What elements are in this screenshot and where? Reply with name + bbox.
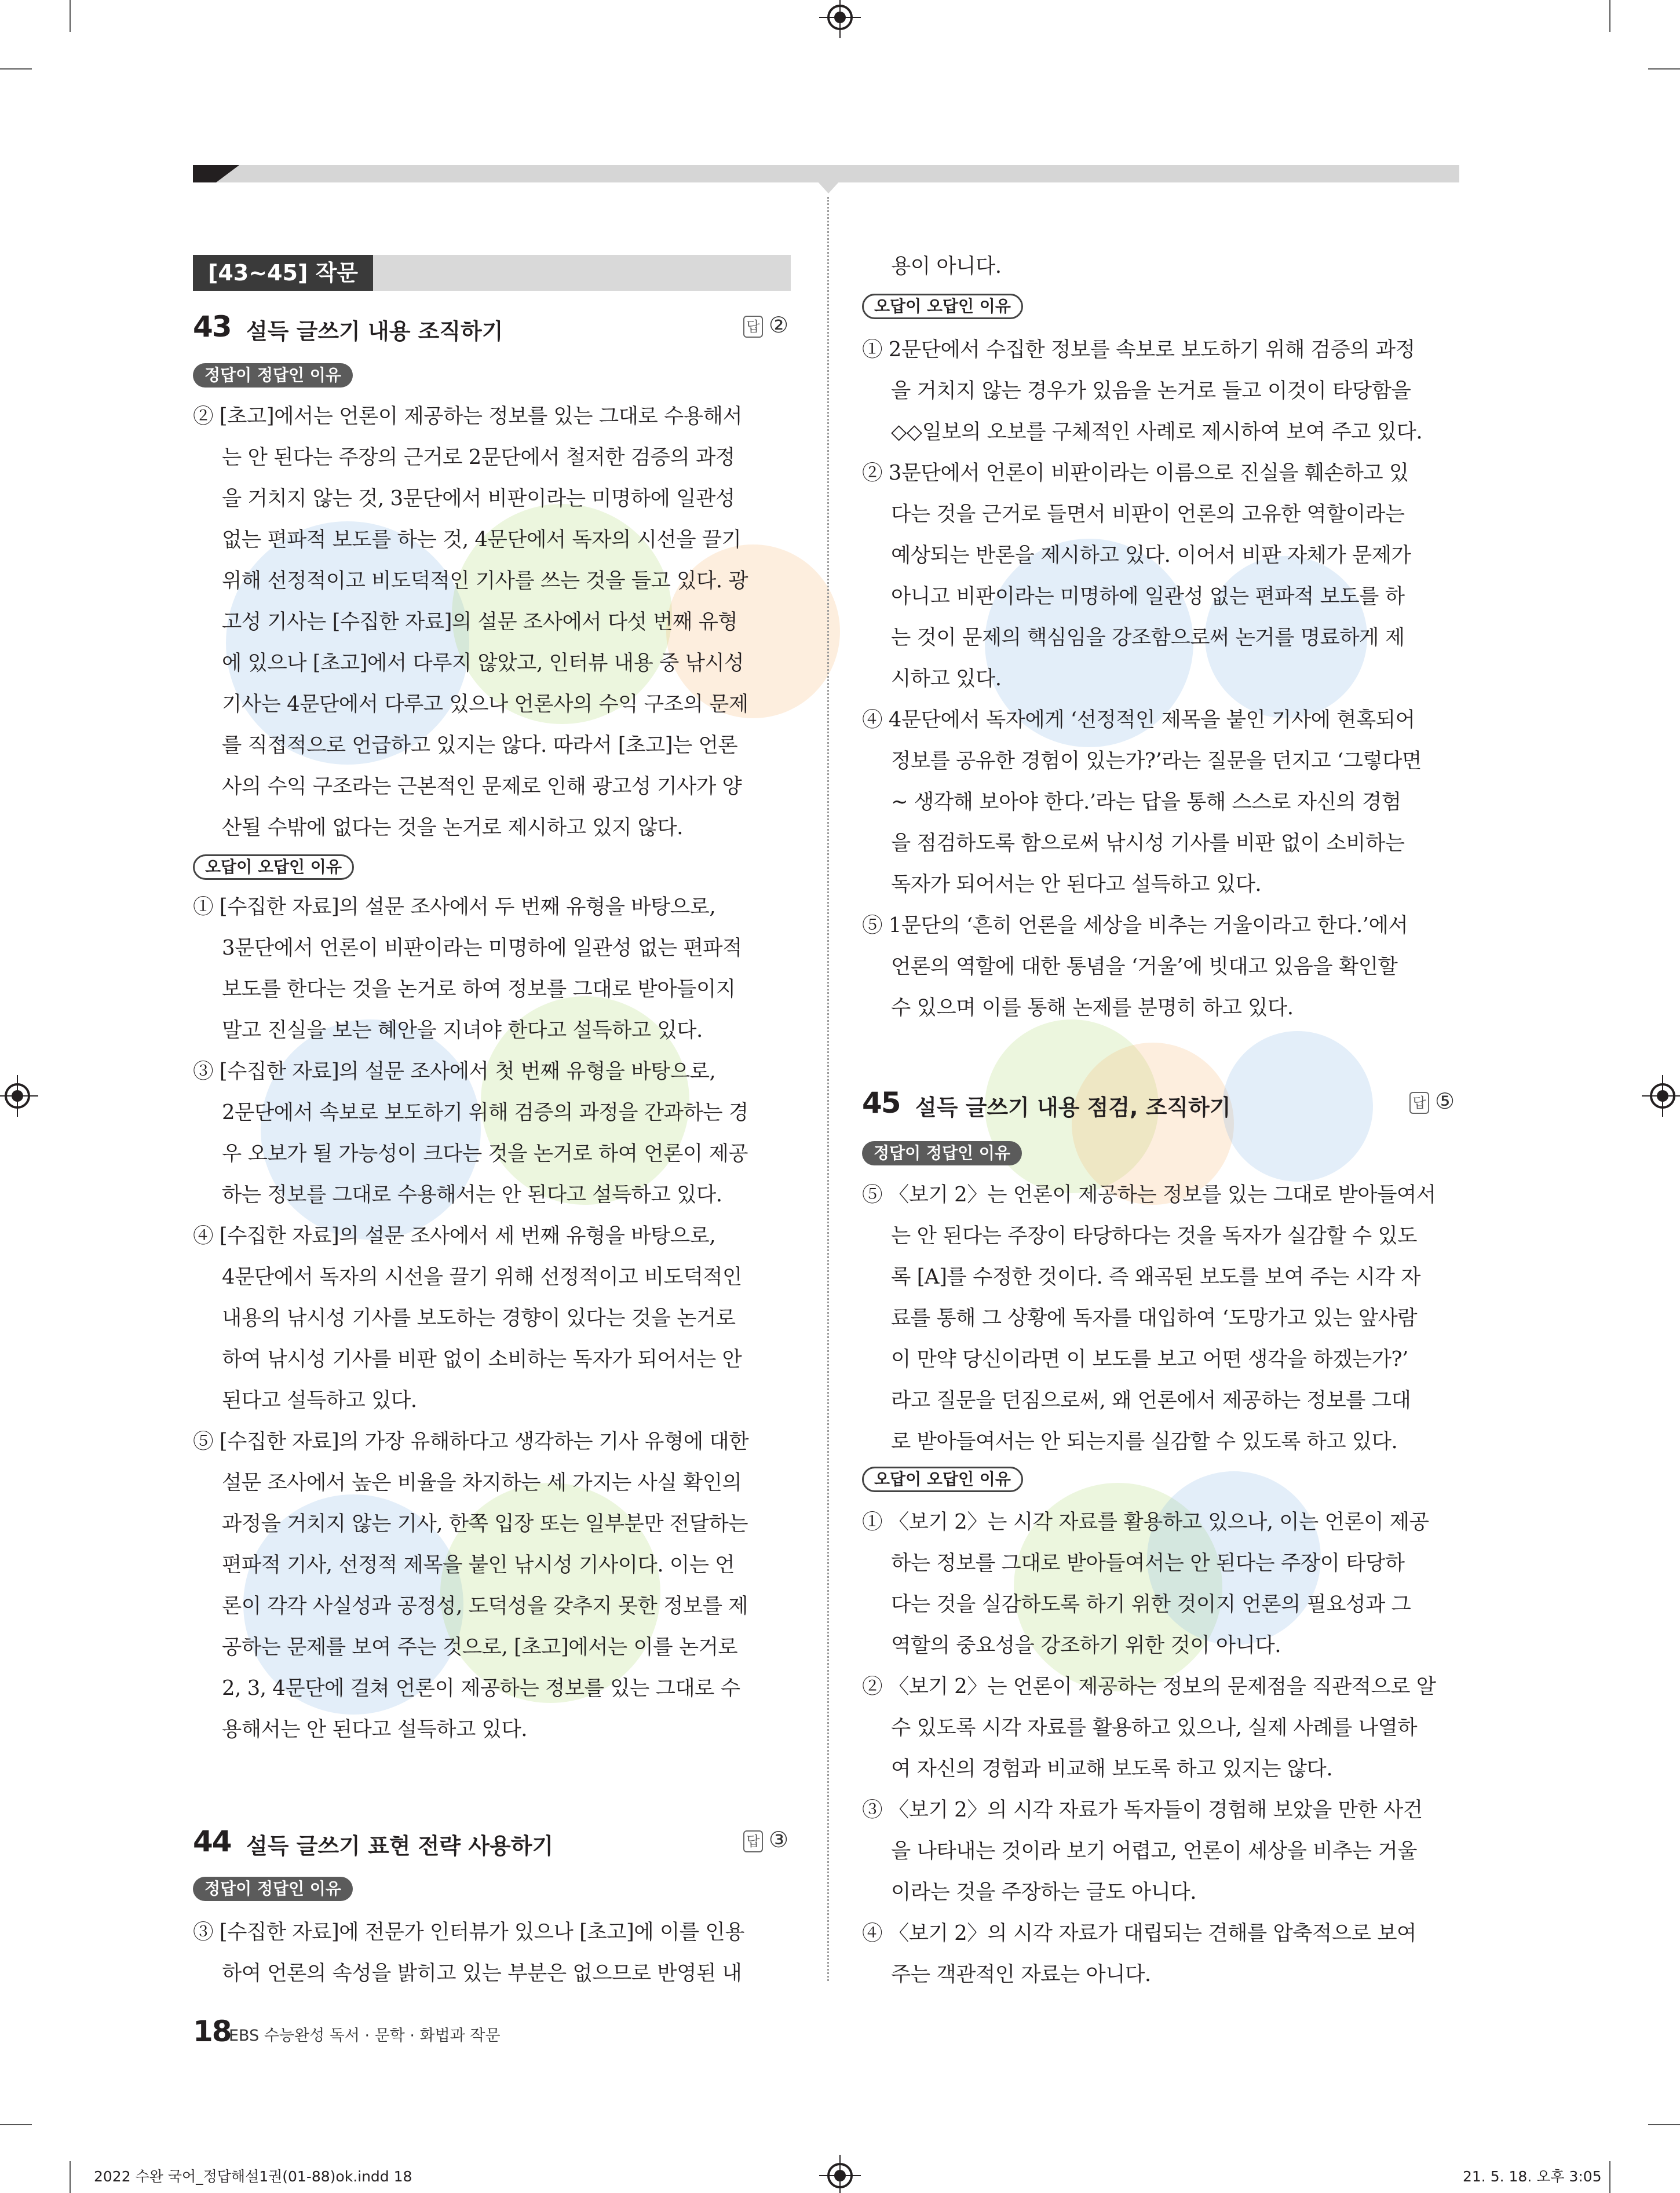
slug-timestamp: 21. 5. 18. 오후 3:05 [1463,2168,1602,2185]
text-line: 로 받아들여서는 안 되는지를 실감할 수 있도록 하고 있다. [891,1430,1398,1453]
text-line: 고성 기사는 [수집한 자료]의 설문 조사에서 다섯 번째 유형 [222,610,738,634]
text-line: 없는 편파적 보도를 하는 것, 4문단에서 독자의 시선을 끌기 [222,528,742,551]
text-line: 하여 낚시성 기사를 비판 없이 소비하는 독자가 되어서는 안 [222,1347,742,1371]
answer [743,312,788,338]
text-line: 시하고 있다. [891,667,1002,690]
correct-reason-label: 정답이 정답인 이유 [193,1877,353,1901]
slug-filename: 2022 수완 국어_정답해설1권(01-88)ok.indd 18 [94,2168,412,2185]
question-number: 43 [193,310,231,343]
correct-reason-label: 정답이 정답인 이유 [862,1141,1022,1165]
text-line: 독자가 되어서는 안 된다고 설득하고 있다. [891,872,1262,896]
crop-mark [1648,68,1680,70]
question-number: 45 [862,1086,900,1120]
text-line: 을 거치지 않는 경우가 있음을 논거로 들고 이것이 타당함을 [891,379,1411,403]
registration-mark-right [1650,1083,1675,1109]
text-line: 2, 3, 4문단에 걸쳐 언론이 제공하는 정보를 있는 그대로 수 [222,1676,740,1700]
text-line: 과정을 거치지 않는 기사, 한쪽 입장 또는 일부분만 전달하는 [222,1512,748,1536]
text-line: 예상되는 반론을 제시하고 있다. 이어서 비판 자체가 문제가 [891,543,1411,567]
text-line: ① [수집한 자료]의 설문 조사에서 두 번째 유형을 바탕으로, [193,895,716,919]
registration-mark-top [827,5,853,30]
text-line: ③ [수집한 자료]의 설문 조사에서 첫 번째 유형을 바탕으로, [193,1059,716,1083]
wrong-reason-label: 오답이 오답인 이유 [862,1467,1023,1492]
text-line: 다는 것을 근거로 들면서 비판이 언론의 고유한 역할이라는 [891,502,1405,526]
text-line: 이라는 것을 주장하는 글도 아니다. [891,1880,1197,1904]
text-line: ⑤ 〈보기 2〉는 언론이 제공하는 정보를 있는 그대로 받아들여서 [862,1183,1436,1207]
text-line: 여 자신의 경험과 비교해 보도록 하고 있지는 않다. [891,1757,1333,1781]
text-line: 역할의 중요성을 강조하기 위한 것이 아니다. [891,1633,1281,1657]
text-line: 기사는 4문단에서 다루고 있으나 언론사의 수익 구조의 문제 [222,692,748,716]
text-line: 용이 아니다. [891,254,1002,278]
text-line: 록 [A]를 수정한 것이다. 즉 왜곡된 보도를 보여 주는 시각 자 [891,1265,1420,1289]
crop-mark [0,68,32,70]
text-line: 라고 질문을 던짐으로써, 왜 언론에서 제공하는 정보를 그대 [891,1388,1411,1412]
page-number: 18 [193,2015,231,2048]
answer-value: ② [769,312,789,338]
text-line: ~ 생각해 보아야 한다.’라는 답을 통해 스스로 자신의 경험 [891,790,1401,814]
question-43-header [193,310,791,346]
crop-mark [0,2124,32,2125]
question-45-header [862,1086,1460,1122]
text-line: 설문 조사에서 높은 비율을 차지하는 세 가지는 사실 확인의 [222,1471,742,1494]
text-line: 다는 것을 실감하도록 하기 위한 것이지 언론의 필요성과 그 [891,1592,1411,1616]
answer-value: ⑤ [1435,1088,1455,1114]
column-divider [827,197,829,1981]
text-line: ⑤ [수집한 자료]의 가장 유해하다고 생각하는 기사 유형에 대한 [193,1430,749,1453]
question-title: 설득 글쓰기 표현 전략 사용하기 [246,1833,554,1859]
crop-mark [1648,2124,1680,2125]
text-line: 는 것이 문제의 핵심임을 강조함으로써 논거를 명료하게 제 [891,626,1405,649]
header-bar [193,165,1459,182]
q44-correct-explanation-cont [862,246,1002,287]
text-line: 용해서는 안 된다고 설득하고 있다. [222,1717,528,1741]
text-line: ④ 4문단에서 독자에게 ‘선정적인 제목을 붙인 기사에 현혹되어 [862,708,1415,732]
question-title: 설득 글쓰기 내용 점검, 조직하기 [915,1095,1231,1120]
text-line: 하는 정보를 그대로 받아들여서는 안 된다는 주장이 타당하 [891,1551,1405,1575]
text-line: 사의 수익 구조라는 근본적인 문제로 인해 광고성 기사가 양 [222,774,742,798]
answer-icon: 답 [743,316,763,338]
question-44-header [193,1825,791,1861]
question-number: 44 [193,1825,231,1858]
answer [1409,1088,1455,1114]
text-line: 말고 진실을 보는 혜안을 지녀야 한다고 설득하고 있다. [222,1018,703,1042]
text-line: ① 〈보기 2〉는 시각 자료를 활용하고 있으나, 이는 언론이 제공 [862,1510,1429,1534]
wrong-reason-label: 오답이 오답인 이유 [193,854,354,880]
q43-correct-explanation [193,396,748,848]
text-line: 를 직접적으로 언급하고 있지는 않다. 따라서 [초고]는 언론 [222,733,738,757]
answer-value: ③ [769,1827,789,1852]
header-notch [817,181,840,193]
text-line: 편파적 기사, 선정적 제목을 붙인 낚시성 기사이다. 이는 언 [222,1553,735,1577]
question-title: 설득 글쓰기 내용 조직하기 [246,319,503,344]
text-line: 우 오보가 될 가능성이 크다는 것을 논거로 하여 언론이 제공 [222,1142,748,1165]
section-header [193,255,791,291]
text-line: 을 점검하도록 함으로써 낚시성 기사를 비판 없이 소비하는 [891,831,1405,855]
text-line: 하는 정보를 그대로 수용해서는 안 된다고 설득하고 있다. [222,1183,722,1207]
text-line: ② [초고]에서는 언론이 제공하는 정보를 있는 그대로 수용해서 [193,404,743,428]
text-line: 내용의 낚시성 기사를 보도하는 경향이 있다는 것을 논거로 [222,1306,736,1330]
text-line: 보도를 한다는 것을 논거로 하여 정보를 그대로 받아들이지 [222,977,736,1001]
q44-correct-explanation [193,1911,744,1994]
text-line: 산될 수밖에 없다는 것을 논거로 제시하고 있지 않다. [222,816,683,839]
answer-icon: 답 [743,1830,763,1852]
wrong-reason-label: 오답이 오답인 이유 [862,294,1023,319]
text-line: 언론의 역할에 대한 통념을 ‘거울’에 빗대고 있음을 확인할 [891,955,1398,978]
text-line: ④ 〈보기 2〉의 시각 자료가 대립되는 견해를 압축적으로 보여 [862,1921,1416,1945]
text-line: ① 2문단에서 수집한 정보를 속보로 보도하기 위해 검증의 과정 [862,338,1415,361]
q45-wrong-explanation [862,1501,1436,1995]
text-line: 수 있으며 이를 통해 논제를 분명히 하고 있다. [891,996,1294,1019]
text-line: 하여 언론의 속성을 밝히고 있는 부분은 없으므로 반영된 내 [222,1961,742,1985]
text-line: 정보를 공유한 경험이 있는가?’라는 질문을 던지고 ‘그렇다면 [891,749,1422,773]
text-line: 료를 통해 그 상황에 독자를 대입하여 ‘도망가고 있는 앞사람 [891,1306,1418,1330]
crop-mark [1609,0,1610,32]
text-line: ③ [수집한 자료]에 전문가 인터뷰가 있으나 [초고]에 이를 인용 [193,1920,744,1944]
answer-icon: 답 [1409,1092,1429,1114]
text-line: 공하는 문제를 보여 주는 것으로, [초고]에서는 이를 논거로 [222,1635,738,1659]
text-line: ② 3문단에서 언론이 비판이라는 이름으로 진실을 훼손하고 있 [862,461,1409,485]
text-line: 는 안 된다는 주장의 근거로 2문단에서 철저한 검증의 과정 [222,445,735,469]
text-line: 이 만약 당신이라면 이 보도를 보고 어떤 생각을 하겠는가?’ [891,1347,1408,1371]
q44-wrong-explanation [862,329,1422,1028]
text-line: 는 안 된다는 주장이 타당하다는 것을 독자가 실감할 수 있도 [891,1224,1418,1248]
text-line: 4문단에서 독자의 시선을 끌기 위해 선정적이고 비도덕적인 [222,1265,742,1289]
text-line: ③ 〈보기 2〉의 시각 자료가 독자들이 경험해 보았을 만한 사건 [862,1798,1423,1822]
text-line: ② 〈보기 2〉는 언론이 제공하는 정보의 문제점을 직관적으로 알 [862,1675,1436,1698]
text-line: 2문단에서 속보로 보도하기 위해 검증의 과정을 간과하는 경 [222,1101,748,1124]
section-title: [43~45] 작문 [193,255,373,291]
text-line: 주는 객관적인 자료는 아니다. [891,1962,1151,1986]
registration-mark-bottom [827,2163,853,2188]
text-line: ◇◇일보의 오보를 구체적인 사례로 제시하여 보여 주고 있다. [891,420,1423,444]
text-line: 수 있도록 시각 자료를 활용하고 있으나, 실제 사례를 나열하 [891,1716,1418,1739]
crop-mark [1609,2161,1610,2193]
text-line: 3문단에서 언론이 비판이라는 미명하에 일관성 없는 편파적 [222,936,742,960]
crop-mark [70,0,71,32]
text-line: 을 나타내는 것이라 보기 어렵고, 언론이 세상을 비추는 거울 [891,1839,1418,1863]
q45-correct-explanation [862,1174,1436,1462]
text-line: 위해 선정적이고 비도덕적인 기사를 쓰는 것을 들고 있다. 광 [222,569,748,593]
registration-mark-left [5,1083,30,1109]
q43-wrong-explanation [193,886,748,1750]
answer [743,1827,788,1852]
text-line: 에 있으나 [초고]에서 다루지 않았고, 인터뷰 내용 중 낚시성 [222,651,744,675]
text-line: ⑤ 1문단의 ‘흔히 언론을 세상을 비추는 거울이라고 한다.’에서 [862,913,1408,937]
text-line: 을 거치지 않는 것, 3문단에서 비판이라는 미명하에 일관성 [222,487,735,510]
correct-reason-label: 정답이 정답인 이유 [193,363,353,388]
text-line: 아니고 비판이라는 미명하에 일관성 없는 편파적 보도를 하 [891,584,1405,608]
text-line: 된다고 설득하고 있다. [222,1388,417,1412]
text-line: ④ [수집한 자료]의 설문 조사에서 세 번째 유형을 바탕으로, [193,1224,716,1248]
text-line: 론이 각각 사실성과 공정성, 도덕성을 갖추지 못한 정보를 제 [222,1594,748,1618]
book-title: EBS 수능완성 독서 · 문학 · 화법과 작문 [229,2027,501,2045]
crop-mark [70,2161,71,2193]
